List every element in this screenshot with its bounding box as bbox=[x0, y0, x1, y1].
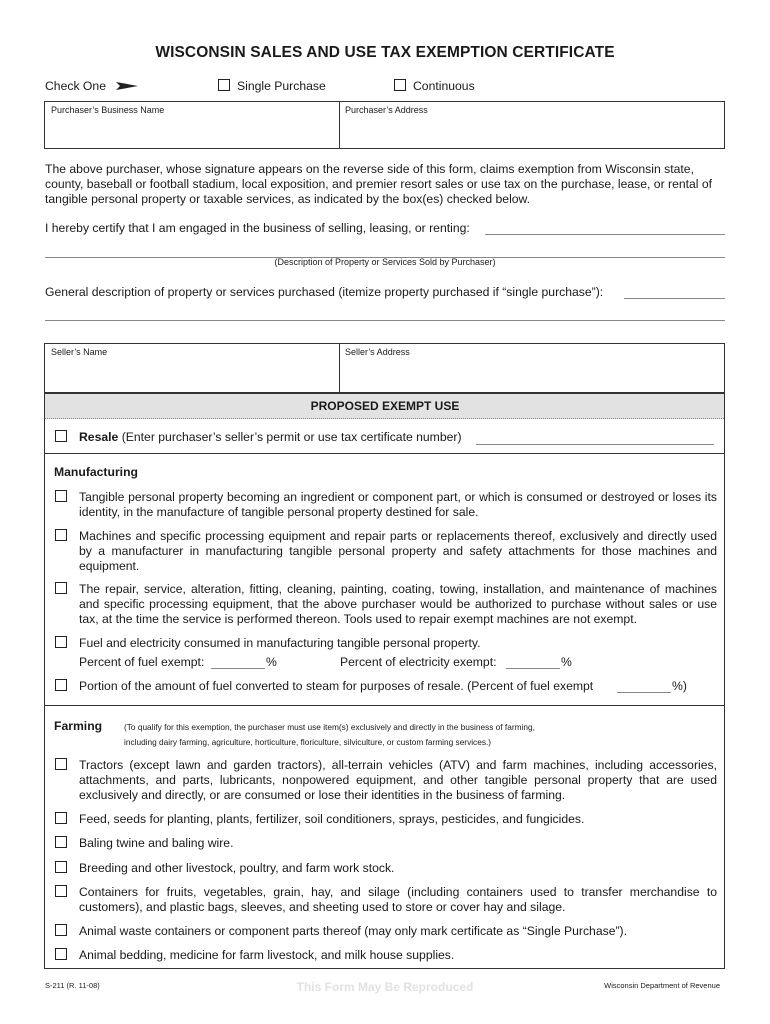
check-one-label: Check One bbox=[45, 79, 106, 93]
general-description-text: General description of property or services purchased (itemize property purchased if “single purchase”): bbox=[45, 285, 604, 299]
single-purchase-label: Single Purchase bbox=[237, 79, 326, 93]
steam-percent-suffix: %) bbox=[672, 679, 687, 693]
seller-address-label: Seller’s Address bbox=[345, 347, 410, 357]
purchaser-address-label: Purchaser’s Address bbox=[345, 105, 428, 115]
mfg-repair-text: The repair, service, alteration, fitting, cleaning, painting, coating, towing, installation, and maintenance of machines and specific processing equipment, that the above purchaser would be authorized to purchase without sales or use tax, at the time the service is performed thereon. Tools used to repair exempt machines are not exempt. bbox=[79, 582, 717, 626]
farm-waste-containers-text: Animal waste containers or component parts thereof (may only mark certificate as “Single Purchase”). bbox=[79, 924, 627, 938]
electricity-percent-label: Percent of electricity exempt: bbox=[340, 655, 497, 669]
seller-address-field[interactable] bbox=[345, 360, 719, 390]
purchaser-name-label: Purchaser’s Business Name bbox=[51, 105, 165, 115]
exempt-use-header: PROPOSED EXEMPT USE bbox=[310, 399, 460, 413]
farming-heading: Farming bbox=[54, 719, 103, 733]
farming-note-line-1: (To qualify for this exemption, the purchaser must use item(s) exclusively and directly in the business of farming, bbox=[124, 722, 535, 732]
steam-percent-field[interactable] bbox=[617, 691, 671, 693]
seller-name-label: Seller’s Name bbox=[51, 347, 108, 357]
electricity-percent-sign: % bbox=[561, 655, 572, 669]
seller-name-field[interactable] bbox=[50, 360, 334, 390]
mfg-machines-checkbox[interactable] bbox=[55, 529, 67, 541]
fuel-percent-label: Percent of fuel exempt: bbox=[79, 655, 205, 669]
description-caption: (Description of Property or Services Sold by Purchaser) bbox=[274, 257, 496, 267]
mfg-steam-checkbox[interactable] bbox=[55, 679, 67, 691]
general-description-field[interactable] bbox=[624, 297, 725, 299]
farm-feed-text: Feed, seeds for planting, plants, fertilizer, soil conditioners, sprays, pesticides, and fungicides. bbox=[79, 812, 585, 826]
resale-permit-number-field[interactable] bbox=[476, 443, 714, 445]
form-id: S-211 (R. 11-08) bbox=[45, 981, 100, 990]
farm-bedding-text: Animal bedding, medicine for farm livestock, and milk house supplies. bbox=[79, 948, 455, 962]
certify-text: I hereby certify that I am engaged in the business of selling, leasing, or renting: bbox=[45, 221, 470, 235]
department-name: Wisconsin Department of Revenue bbox=[604, 981, 720, 990]
resale-row bbox=[79, 430, 462, 445]
farm-tractors-checkbox[interactable] bbox=[55, 758, 67, 770]
mfg-steam-text: Portion of the amount of fuel converted to steam for purposes of resale. (Percent of fuel exempt bbox=[79, 679, 594, 693]
farming-note-line-2: including dairy farming, agriculture, horticulture, floriculture, silviculture, or custom farming services.) bbox=[124, 737, 492, 747]
arrow-right-icon bbox=[116, 81, 138, 91]
resale-label: Resale bbox=[79, 430, 119, 444]
mfg-fuel-checkbox[interactable] bbox=[55, 636, 67, 648]
mfg-fuel-text: Fuel and electricity consumed in manufacturing tangible personal property. bbox=[79, 636, 481, 650]
mfg-ingredient-text: Tangible personal property becoming an ingredient or component part, or which is consumed or destroyed or loses its identity, in the manufacture of tangible personal property destined for sale. bbox=[79, 490, 717, 519]
business-description-field[interactable] bbox=[485, 233, 725, 235]
farm-containers-text: Containers for fruits, vegetables, grain, hay, and silage (including containers used to transfer merchandise to customers), and plastic bags, sleeves, and sheeting used to store or cover hay and silage. bbox=[79, 885, 717, 914]
continuous-checkbox[interactable] bbox=[394, 79, 406, 91]
farm-livestock-checkbox[interactable] bbox=[55, 861, 67, 873]
resale-text: (Enter purchaser’s seller’s permit or use tax certificate number) bbox=[121, 430, 462, 444]
claim-paragraph: The above purchaser, whose signature appears on the reverse side of this form, claims exemption from Wisconsin state, county, baseball or football stadium, local exposition, and premier resort sales or use tax on the purchase, lease, or rental of tangible personal property or taxable services, as indicated by the box(es) checked below. bbox=[45, 162, 713, 206]
purchaser-name-field[interactable] bbox=[50, 118, 334, 146]
fuel-percent-field[interactable] bbox=[211, 667, 265, 669]
mfg-ingredient-checkbox[interactable] bbox=[55, 490, 67, 502]
resale-checkbox[interactable] bbox=[55, 430, 67, 442]
farm-livestock-text: Breeding and other livestock, poultry, and farm work stock. bbox=[79, 861, 395, 875]
farm-twine-checkbox[interactable] bbox=[55, 836, 67, 848]
general-description-line-2[interactable] bbox=[45, 319, 725, 321]
farm-feed-checkbox[interactable] bbox=[55, 812, 67, 824]
manufacturing-heading: Manufacturing bbox=[54, 465, 138, 479]
purchaser-address-field[interactable] bbox=[345, 118, 719, 146]
electricity-percent-field[interactable] bbox=[506, 667, 560, 669]
mfg-repair-checkbox[interactable] bbox=[55, 582, 67, 594]
fuel-percent-sign: % bbox=[266, 655, 277, 669]
farm-tractors-text: Tractors (except lawn and garden tractors), all-terrain vehicles (ATV) and farm machines, including accessories, attachments, and parts, lubricants, nonpowered equipment, and other tangible personal property that are used exclusively and directly, or are consumed or lose their identities in the business of farming. bbox=[79, 758, 717, 802]
farm-containers-checkbox[interactable] bbox=[55, 885, 67, 897]
single-purchase-checkbox[interactable] bbox=[218, 79, 230, 91]
farm-bedding-checkbox[interactable] bbox=[55, 948, 67, 960]
farm-twine-text: Baling twine and baling wire. bbox=[79, 836, 234, 850]
farm-waste-containers-checkbox[interactable] bbox=[55, 924, 67, 936]
form-title: WISCONSIN SALES AND USE TAX EXEMPTION CERTIFICATE bbox=[155, 44, 615, 61]
continuous-label: Continuous bbox=[413, 79, 475, 93]
reproduce-watermark: This Form May Be Reproduced bbox=[296, 980, 474, 994]
mfg-machines-text: Machines and specific processing equipment and repair parts or replacements thereof, exclusively and directly used by a manufacturer in manufacturing tangible personal property and safety attachments for those machines and equipment. bbox=[79, 529, 717, 573]
